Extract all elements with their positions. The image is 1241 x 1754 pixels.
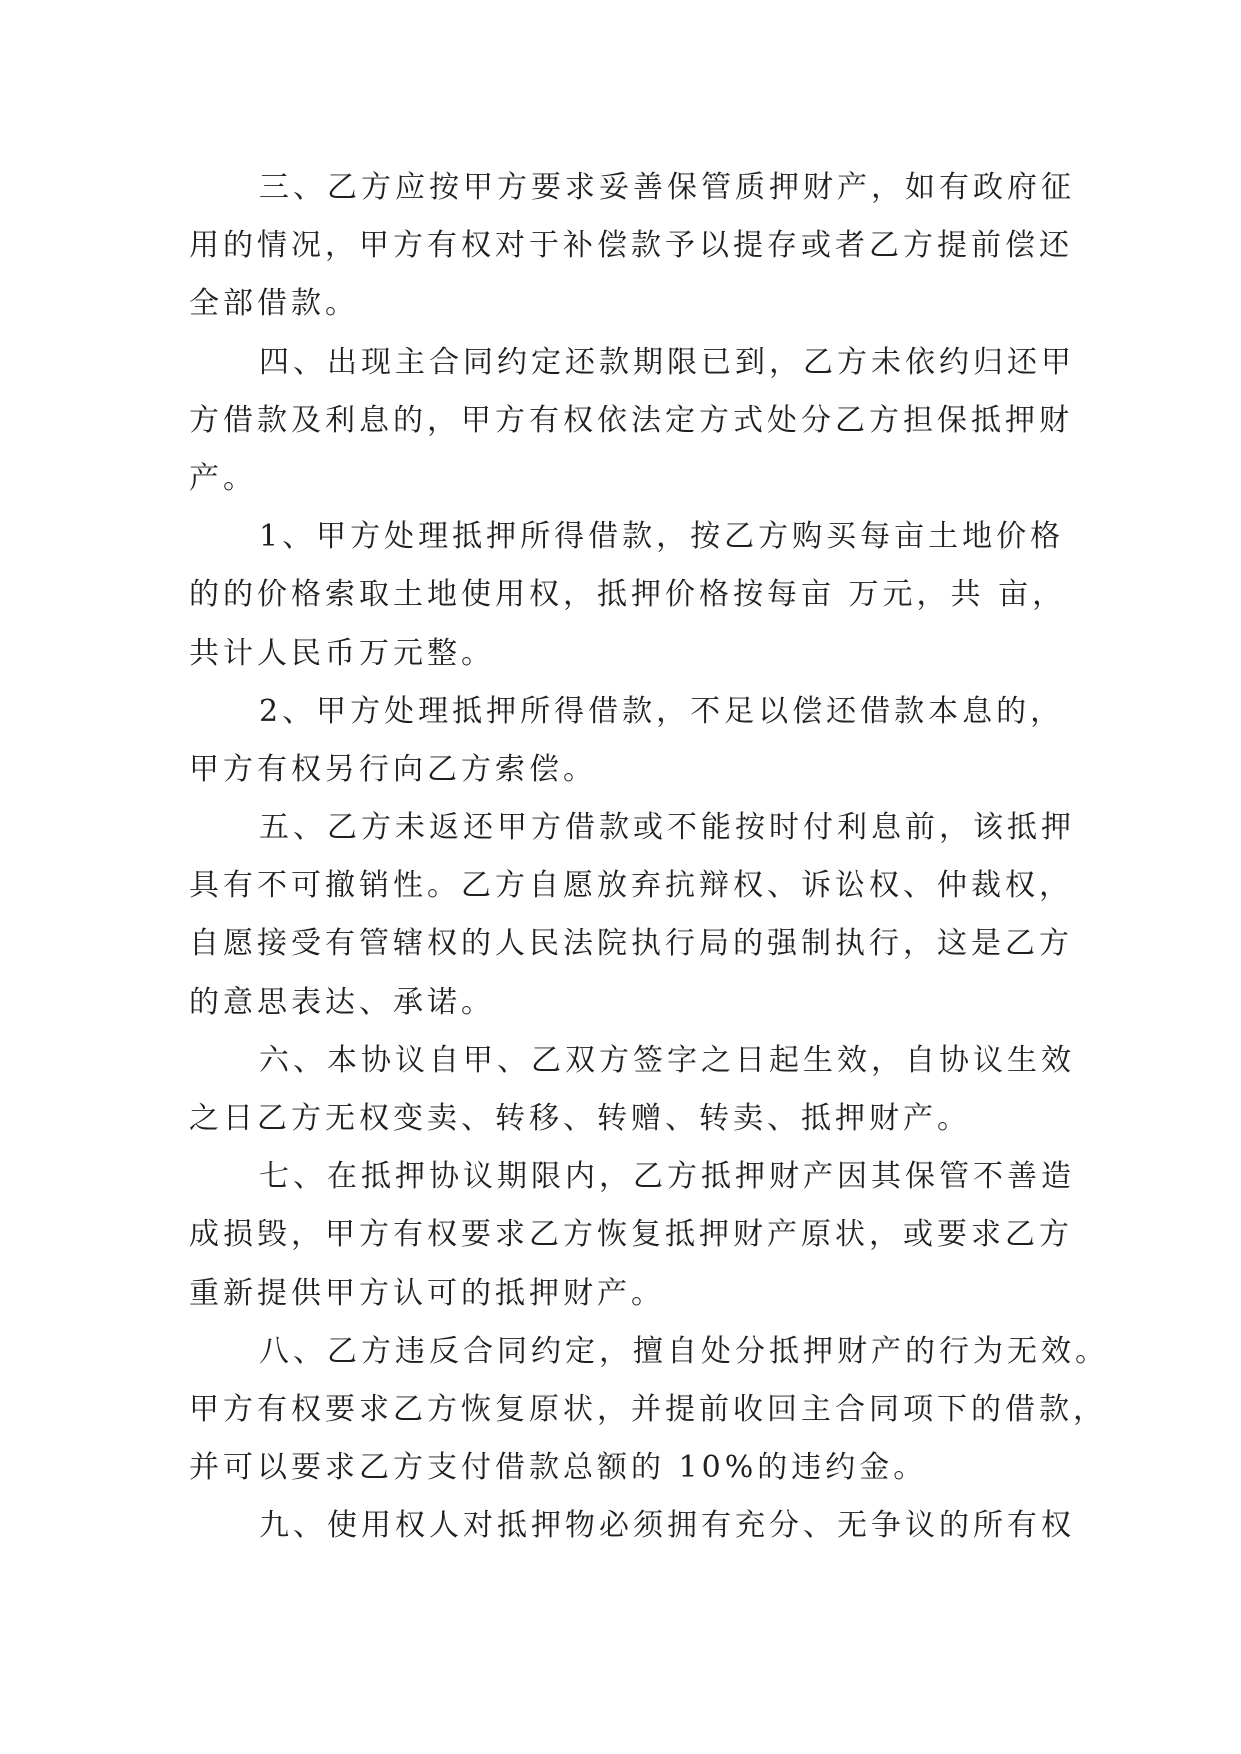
paragraph-line: 之日乙方无权变卖、转移、转赠、转卖、抵押财产。	[189, 1101, 971, 1136]
paragraph-first-line: 八、乙方违反合同约定，擅自处分抵押财产的行为无效。	[259, 1333, 1109, 1369]
paragraph-first-line: 九、使用权人对抵押物必须拥有充分、无争议的所有权	[259, 1508, 1075, 1544]
paragraph-line: 共计人民币万元整。	[189, 635, 495, 671]
paragraph-line: 产。	[189, 460, 257, 496]
document-body	[189, 159, 1109, 1556]
paragraph-first-line: 六、本协议自甲、乙双方签字之日起生效，自协议生效	[259, 1042, 1075, 1078]
paragraph-line: 用的情况，甲方有权对于补偿款予以提存或者乙方提前偿还	[189, 228, 1073, 264]
paragraph-first-line: 2、甲方处理抵押所得借款，不足以偿还借款本息的，	[259, 693, 1065, 729]
paragraph-line: 自愿接受有管辖权的人民法院执行局的强制执行，这是乙方	[189, 926, 1073, 962]
paragraph-line: 成损毁，甲方有权要求乙方恢复抵押财产原状，或要求乙方	[189, 1217, 1073, 1253]
paragraph-line: 具有不可撤销性。乙方自愿放弃抗辩权、诉讼权、仲裁权，	[189, 868, 1073, 904]
paragraph-first-line: 三、乙方应按甲方要求妥善保管质押财产，如有政府征	[259, 170, 1075, 205]
paragraph-line: 重新提供甲方认可的抵押财产。	[189, 1275, 665, 1311]
paragraph-first-line: 五、乙方未返还甲方借款或不能按时付利息前，该抵押	[259, 810, 1075, 846]
paragraph-line: 全部借款。	[189, 286, 359, 322]
paragraph-line: 的的价格索取土地使用权，抵押价格按每亩 万元，共 亩，	[189, 577, 1067, 613]
paragraph-line: 甲方有权要求乙方恢复原状，并提前收回主合同项下的借款，	[189, 1391, 1107, 1427]
paragraph-line: 方借款及利息的，甲方有权依法定方式处分乙方担保抵押财	[189, 402, 1073, 438]
paragraph-line: 的意思表达、承诺。	[189, 984, 495, 1020]
paragraph-line: 甲方有权另行向乙方索偿。	[189, 751, 597, 787]
paragraph-first-line: 七、在抵押协议期限内，乙方抵押财产因其保管不善造	[259, 1159, 1075, 1195]
paragraph-first-line: 四、出现主合同约定还款期限已到，乙方未依约归还甲	[259, 344, 1075, 380]
paragraph-line: 并可以要求乙方支付借款总额的 10%的违约金。	[189, 1450, 928, 1486]
paragraph-first-line: 1、甲方处理抵押所得借款，按乙方购买每亩土地价格	[259, 519, 1065, 555]
